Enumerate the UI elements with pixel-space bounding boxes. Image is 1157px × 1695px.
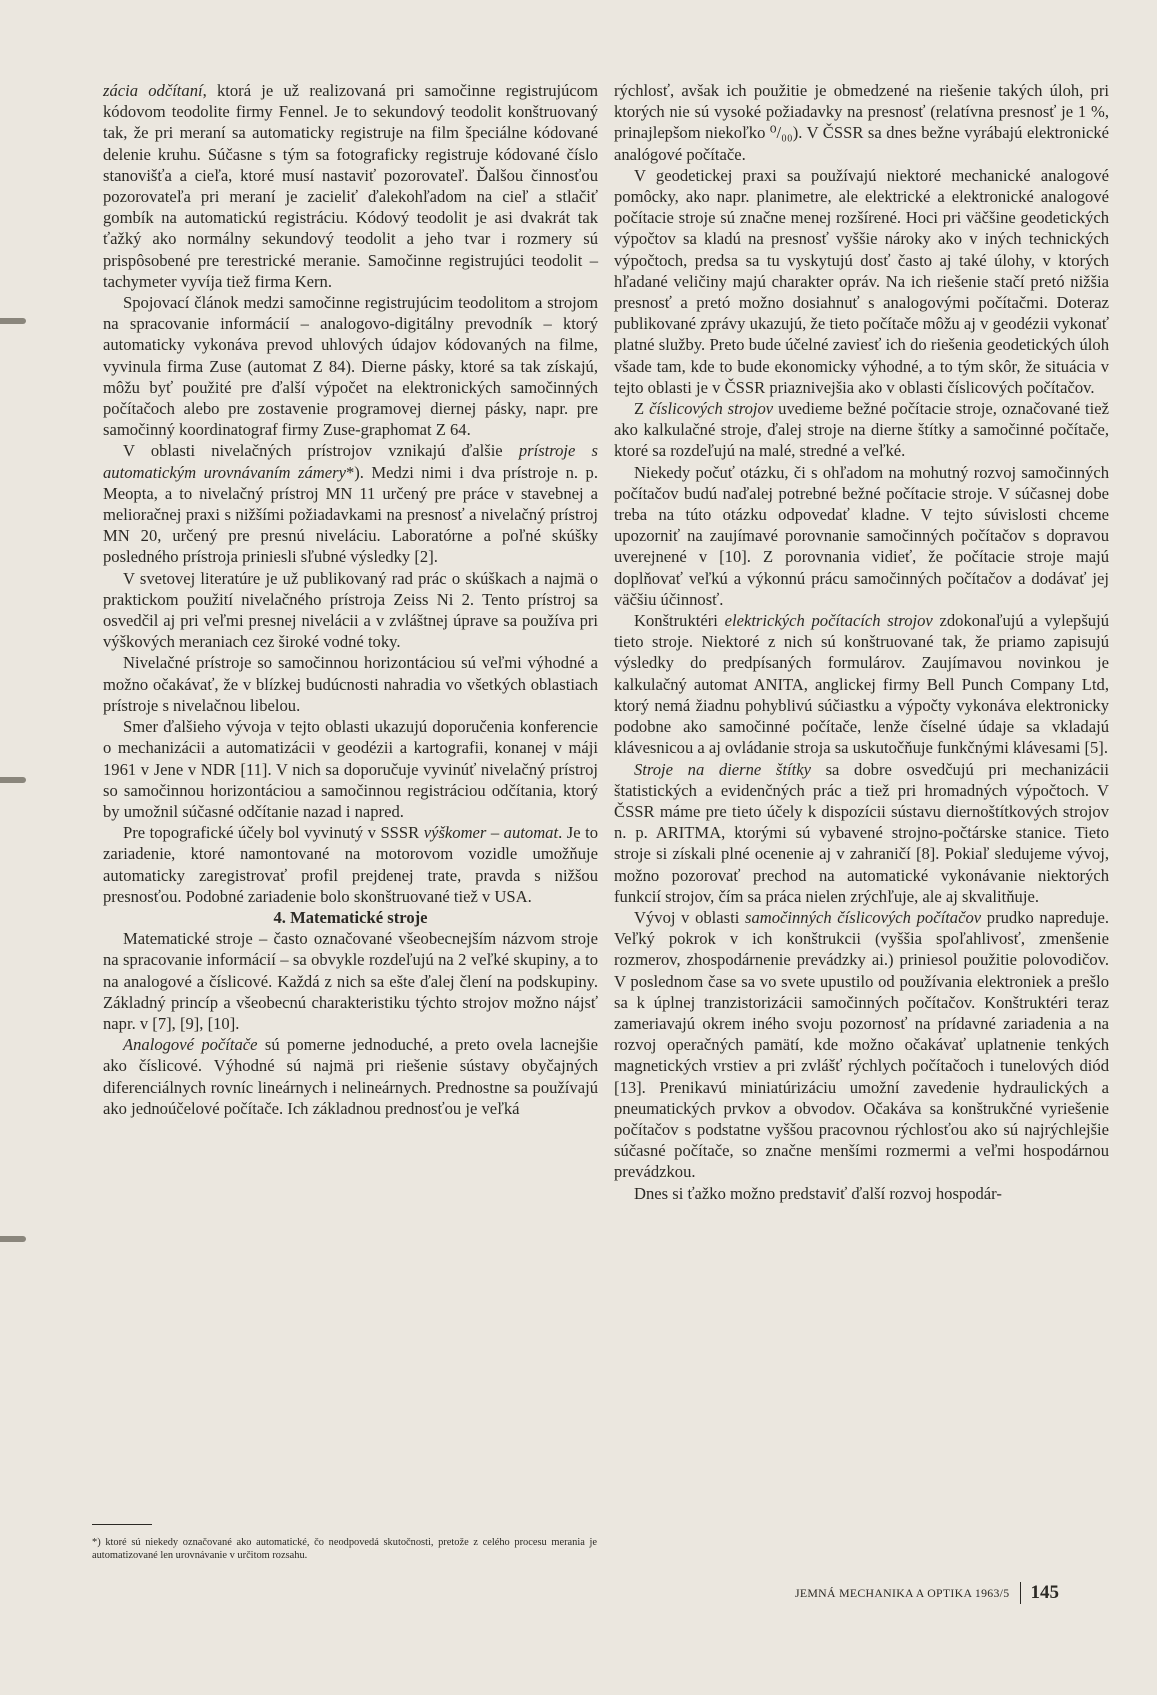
paragraph: Nivelačné prístroje so samočinnou horizontáciou sú veľmi výhodné a možno očakávať, že v blízkej budúcnosti nahradia vo všetkých oblastiach prístroje s nivelačnou libelou. [103,653,598,715]
paragraph: Konštruktéri elektrických počítacích strojov zdokonaľujú a vylepšujú tieto stroje. Niektoré z nich sú konštruované tak, že priamo zapisujú výsledky do predpísaných formulárov. Zaujímavou novinkou je kalkulačný automat ANITA, anglickej firmy Bell Punch Company Ltd, ktorý nemá žiadnu pohyblivú súčiastku a výpočty vykonáva elektronicky podobne ako samočinné počítače, lenže číselné údaje sa vkladajú klávesnicou a aj ovládanie stroja sa uskutočňuje funkčnými klávesami [5]. [614,611,1110,758]
paragraph: Analogové počítače sú pomerne jednoduché, a preto ovela lacnejšie ako číslicové. Výhodné sú najmä pri riešenie sústavy obyčajných diferenciálnych rovníc lineárnych i nelineárnych. Prednostne sa používajú ako jednoúčelové počítače. Ich základnou prednosťou je veľká [103,1035,598,1118]
journal-name: JEMNÁ MECHANIKA A OPTIKA 1963/5 [795,1585,1010,1600]
italic-term: zácia odčítaní [103,81,203,100]
paragraph: Niekedy počuť otázku, či s ohľadom na mohutný rozvoj samočinných počítačov budú naďalej potrebné bežné počítacie stroje. V súčasnej dobe treba na túto otázku odpovedať kladne. V tejto súvislosti chceme upozorniť na zaujímavé porovnanie samočinných počítačov s dopravou uverejnené v [10]. Z porovnania vidieť, že počítacie stroje majú doplňovať veľkú a výkonnú prácu samočinných počítačov a dodávať jej väčšiu účinnosť. [614,462,1109,609]
paragraph: rýchlosť, avšak ich použitie je obmedzené na riešenie takých úloh, pri ktorých nie sú vysoké požiadavky na presnosť (relatívna presnosť je 1 %, prinajlepšom niekoľko ⁰/₀₀). V ČSSR sa dnes bežne vyrábajú elektronické analógové počítače. [614,81,1109,164]
italic-term: elektrických počítacích strojov [724,611,933,631]
paragraph: Pre topografické účely bol vyvinutý v SSSR výškomer – automat. Je to zariadenie, ktoré namontované na motorovom vozidle umožňuje automaticky zaregistrovať profil prejdenej trate, pravda s nižšou presnosťou. Podobné zariadenie bolo skonštruované tiež v USA. [103,823,598,906]
paragraph: Vývoj v oblasti samočinných číslicových počítačov prudko napreduje. Veľký pokrok v ich konštrukcii (vyššia spoľahlivosť, zmenšenie rozmerov, zhospodárnenie prevádzky ai.) priniesol použitie polovodičov. V poslednom čase sa vo svete upustilo od používania elektroniek a prešlo sa k úplnej tranzistorizácii samočinných počítačov. Konštruktéri teraz zameriavajú okrem iného svoju pozornosť na prídavné zariadenia a na rozvoj operačných pamätí, kde možno očakávať uplatnenie tenkých magnetických vrstiev a pri zvlášť rýchlych počítačoch i tunelových diód [13]. Prenikavú miniatúrizáciu umožní zavedenie hydraulických a pneumatických prvkov a obvodov. Očakáva sa konštrukčné vyriešenie počítačov s podstatne vyššou pracovnou rýchlosťou ako sú najrýchlejšie súčasné počítače, so značne menšími rozmermi a veľmi hospodárnou prevádzkou. [614,907,1109,1182]
paragraph: Spojovací článok medzi samočinne registrujúcim teodolitom a strojom na spracovanie informácií – analogovo-digitálny prevodník – ktorý automaticky vykonáva prevod uhlových údajov kódovaných na filme, vyvinula firma Zuse (automat Z 84). Dierne pásky, ktoré sa tak získajú, môžu byť použité pre ďalší výpočet na elektronických samočinných počítačoch alebo pre zostavenie programovej diernej pásky, napr. pre samočinný koordinatograf firmy Zuse-graphomat Z 64. [103,293,598,440]
page-number: 145 [1030,1582,1059,1603]
italic-term: Analogové počítače [123,1035,258,1055]
paragraph: Z číslicových strojov uvedieme bežné počítacie stroje, označované tiež ako kalkulačné stroje, ďalej stroje na dierne štítky a samočinné počítače, ktoré sa rozdeľujú na malé, stredné a veľké. [614,399,1109,461]
left-column [103,80,598,1119]
footnote: *) ktoré sú niekedy označované ako automatické, čo neodpovedá skutočnosti, pretože z celého procesu merania je automatizované len urovnávanie v určitom rozsahu. [92,1537,597,1561]
italic-term: výškomer – automat [423,823,559,843]
page-edge-mark [0,777,26,783]
paragraph: V geodetickej praxi sa používajú niektoré mechanické analogové pomôcky, ako napr. planimetre, ale elektrické a elektronické analogové počítacie stroje sú značne menej rozšírené. Hoci pri väčšine geodetických výpočtov sa kladú na presnosť vyššie nároky ako v iných technických výpočtoch, predsa sa tu vyskytujú dosť často aj také úlohy, v ktorých hľadané veličiny majú charakter opráv. Na ich riešenie stačí pretó nižšia presnosť a pretó možno dosiahnuť s analogovými počítačmi. Doteraz publikované zprávy ukazujú, že tieto počítače môžu aj v geodézii vykonať platné služby. Preto bude účelné zaviesť ich do riešenia geodetických úloh všade tam, kde to bude ekonomicky výhodné, a to tým skôr, že situácia v tejto oblasti je v ČSSR priaznivejšia ako v oblasti číslicových počítačov. [614,165,1109,397]
italic-term: samočinných číslicových počítačov [744,907,982,927]
footnote-rule [92,1524,152,1525]
paragraph: Stroje na dierne štítky sa dobre osvedčujú pri mechanizácii štatistických a evidenčných prác a tiež pri hromadných výpočtoch. V ČSSR máme pre tieto účely k dispozícii sústavu diernoštítkových strojov n. p. ARITMA, ktorými sú vybavené strojno-počtárske stanice. Tieto stroje si získali plné ocenenie aj v zahraničí [8]. Pokiaľ sledujeme vývoj, možno pozorovať prechod na automatické vykonávanie niektorých funkcií strojov, čím sa práca nielen zrýchľuje, ale aj skvalitňuje. [614,759,1109,906]
page-edge-mark [0,318,26,324]
paragraph: Smer ďalšieho vývoja v tejto oblasti ukazujú doporučenia konferencie o mechanizácii a automatizácii v geodézii a kartografii, konanej v máji 1961 v Jene v NDR [11]. V nich sa doporučuje vyvinúť nivelačný prístroj so samočinnou horizontáciou a samočinnou registráciou odčítania, ktorý by umožnil súčasné odčítanie nazad i napred. [103,717,598,821]
section-heading: 4. Matematické stroje [273,907,428,927]
paragraph: V svetovej literatúre je už publikovaný rad prác o skúškach a najmä o praktickom použití nivelačného prístroja Zeiss Ni 2. Tento prístroj sa osvedčil aj pri veľmi presnej nivelácii a v zvláštnej úprave sa používa pri výškových meraniach cez široké vodné toky. [103,568,598,652]
paragraph: V oblasti nivelačných prístrojov vznikajú ďalšie prístroje s automatickým urovnávaním zámery*). Medzi nimi i dva prístroje n. p. Meopta, a to nivelačný prístroj MN 11 určený pre práce v stavebnej a melioračnej praxi s nižšími požiadavkami na presnosť a nivelačný prístroj MN 20, určený pre presnú niveláciu. Laboratórne a poľné skúšky posledného prístroja priniesli sľubné výsledky [2]. [103,441,599,567]
paragraph: Matematické stroje – často označované všeobecnejším názvom stroje na spracovanie informácií – sa obvykle rozdeľujú na 2 veľké skupiny, a to na analogové a číslicové. Každá z nich sa ešte ďalej člení na podskupiny. Základný princíp a všeobecnú charakteristiku týchto strojov možno nájsť napr. v [7], [9], [10]. [103,929,598,1033]
page-edge-mark [0,1236,26,1242]
page-footer [795,1581,1059,1605]
italic-term: číslicových strojov [649,399,774,419]
italic-term: prístroje s automatickým urovnávaním zámery [103,441,599,482]
paragraph: Dnes si ťažko možno predstaviť ďalší rozvoj hospodár- [634,1183,1002,1203]
footer-divider [1020,1582,1021,1604]
right-column [614,80,1109,1204]
italic-term: Stroje na dierne štítky [634,759,811,779]
paragraph: zácia odčítaní, ktorá je už realizovaná pri samočinne registrujúcom kódovom teodolite firmy Fennel. Je to sekundový teodolit konštruovaný tak, že pri meraní sa automaticky registruje na film špeciálne kódované delenie kruhu. Súčasne s tým sa fotograficky registruje kódované číslo stanovišťa a cieľa, ktoré musí nastaviť pozorovateľ. Ďalšou činnosťou pozorovateľa pri meraní je zacieliť ďalekohľadom na cieľ a stlačiť gombík na automatickú registráciu. Kódový teodolit je asi dvakrát tak ťažký ako normálny sekundový teodolit a jeho tvar i rozmery sú prispôsobené pre terestrické meranie. Samočinne registrujúci teodolit – tachymeter vyvíja tiež firma Kern. [103,81,598,291]
